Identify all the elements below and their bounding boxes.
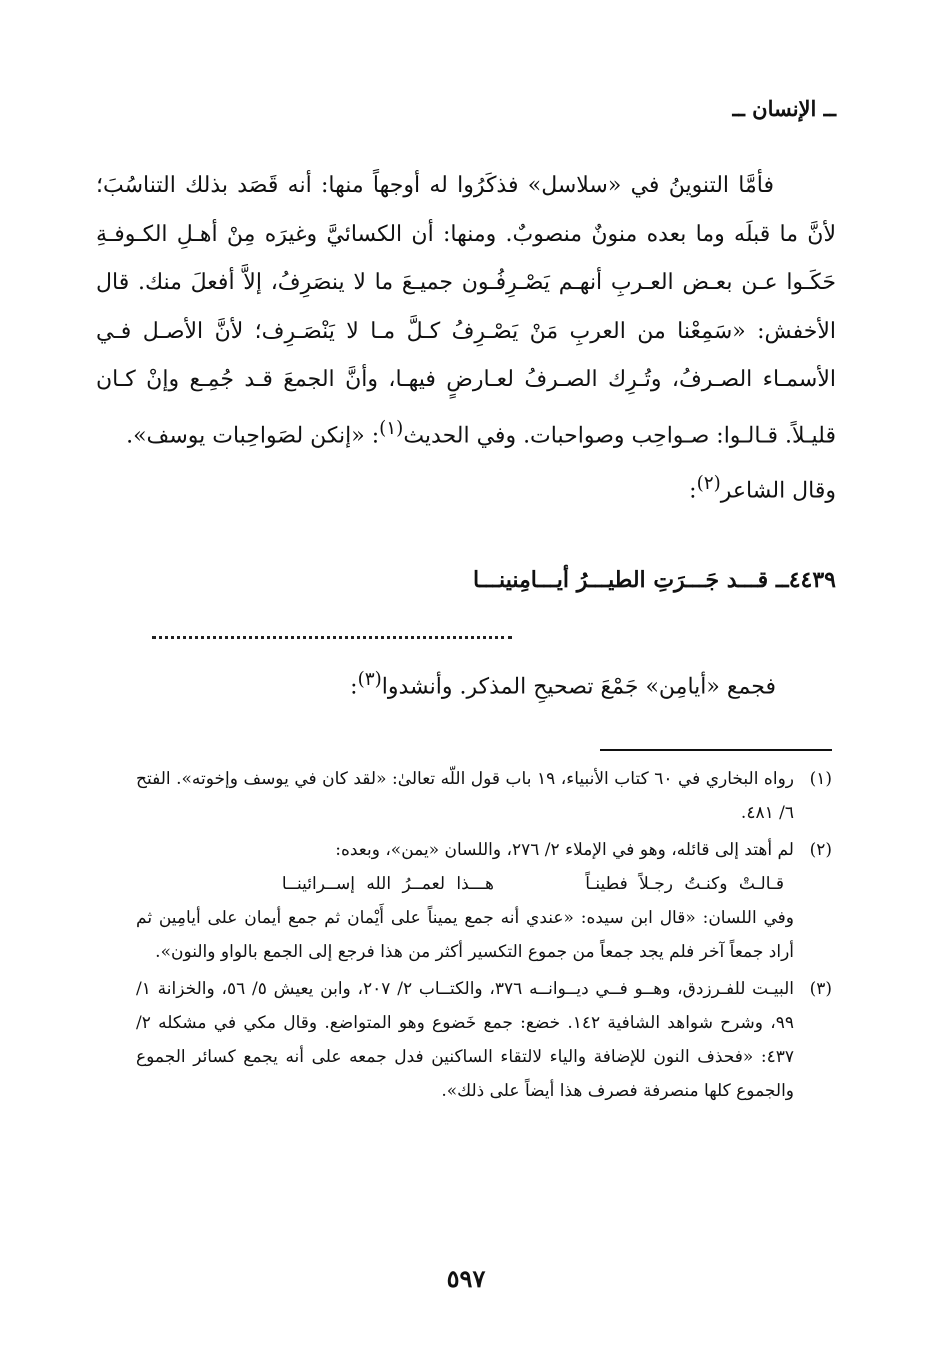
running-head: ــ الإنسان ــ	[732, 96, 836, 121]
main-text	[96, 162, 836, 516]
verse-second-hemistich: هـــذا لعمــرُ الله إســرائينــا	[281, 874, 494, 894]
verse-number: ٤٤٣٩ــ	[775, 567, 836, 593]
footnote-1	[136, 762, 832, 830]
footnote-ref-2[interactable]: (٢)	[696, 473, 721, 495]
footnote-ref-1[interactable]: (١)	[379, 417, 404, 439]
after-verse-colon: :	[350, 674, 358, 700]
footnote-text: لم أهتد إلى قائله، وهو في الإملاء ٢/ ٢٧٦، واللسان «يمن»، وبعده:	[335, 840, 794, 860]
footnote-separator	[600, 749, 832, 751]
verse-first-hemistich: قـالـتْ وكنـتُ رجـلاً فطينـاً	[585, 874, 784, 894]
page-number: ٥٩٧	[446, 1264, 486, 1293]
footnote-number: (٢)	[809, 840, 832, 860]
verse-line	[473, 560, 836, 600]
footnote-3	[136, 972, 832, 1108]
footnote-number: (٣)	[809, 979, 832, 999]
after-verse-sentence: فجمع «أيامِن» جَمْعَ تصحيحِ المذكر. وأنشدوا	[381, 674, 776, 700]
footnote-ref-3[interactable]: (٣)	[357, 669, 382, 690]
verse-text: قـــد جَـــرَتِ الطيـــرُ أيـــامِنينـــا	[473, 567, 769, 593]
footnote-text: البيـت للفـرزدق، وهــو فــي ديــوانــه ٣٧٦، والكتــاب ٢/ ٢٠٧، وابن يعيش ٥/ ٥٦، والخزانة ١/ ٩٩، وشرح شواهد الشافية ١٤٢. خضع: جمع خَضوع وهو المتواضع. وقال مكي في مشكله ٢/ ٤٣٧: «فحذف النون للإضافة والياء لالتقاء الساكنين فدل جمعه على أنه يجمع كسائر الجموع والجموع كلها منصرفة فصرف هذا أيضاً على ذلك».	[136, 979, 794, 1101]
footnote-2	[136, 833, 832, 969]
ellipsis-dots	[152, 620, 512, 639]
paragraph-poet-intro	[96, 460, 836, 516]
paragraph-2-text: وقال الشاعر	[720, 478, 836, 504]
paragraph-1-text: فأمَّا التنوينُ في «سلاسل» فذكَرُوا له أوجهاً منها: أنه قَصَد بذلك التناسُبَ؛ لأنَّ ما قبلَه وما بعده منونٌ منصوبٌ. ومنها: أن الكسائيَّ وغيرَه مِنْ أهـلِ الكـوفـةِ حَكَـوا عـن بعـض العـربِ أنهـم يَصْـرِفُـون جميـعَ ما لا ينصَرِفُ، إلاَّ أفعلَ منك. قال الأخفش: «سَمِعْنا من العربِ مَنْ يَصْـرِفُ كـلَّ مـا لا يَنْصَـرِف؛ لأنَّ الأصـل فـي الأسمـاء الصـرفُ، وتُـرِك الصـرفُ لعـارضٍ فيهـا، وأنَّ الجمعَ قـد جُمِـع وإنْ كـان قليـلاً. قـالـوا: صـواحِب وصواحبات. وفي الحديث	[96, 173, 836, 448]
footnotes	[136, 762, 832, 1108]
paragraph-sawalasil	[96, 162, 836, 460]
after-verse-text	[350, 660, 776, 707]
hadith-quote: : «إنكن لصَواحِبات يوسف».	[126, 422, 380, 448]
footnote-text-after: وفي اللسان: «قال ابن سيده: «عندي أنه جمع يميناً على أَيْمان ثم جمع أيمان على أيامِين ثم أراد جمعاً آخر فلم يجد جمعاً من جموع التكسير أكثر من هذا فرجع إلى الجمع بالواو والنون».	[136, 908, 794, 962]
footnote-number: (١)	[809, 769, 832, 789]
colon: :	[689, 478, 697, 504]
footnote-verse	[136, 867, 794, 901]
footnote-text: رواه البخاري في ٦٠ كتاب الأنبياء، ١٩ باب قول اللّه تعالىٰ: «لقد كان في يوسف وإخوته». الفتح ٦/ ٤٨١.	[136, 769, 794, 823]
